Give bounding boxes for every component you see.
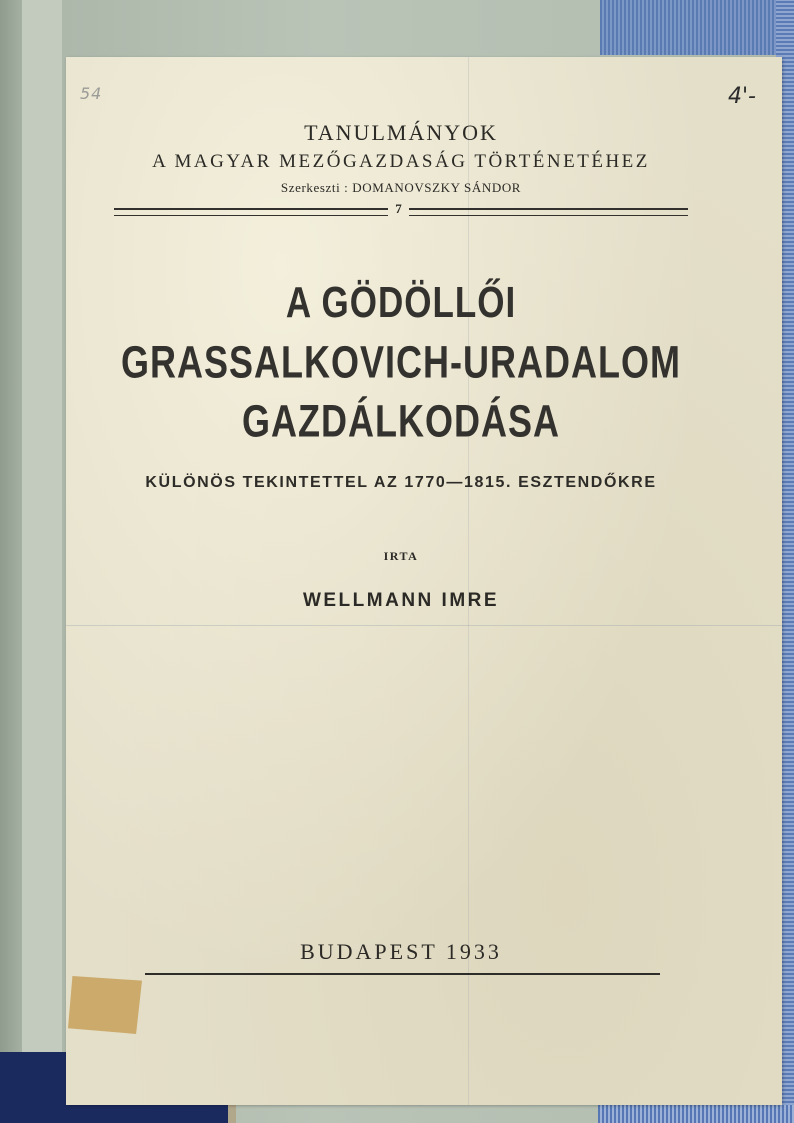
series-title: TANULMÁNYOK bbox=[304, 120, 498, 145]
handwritten-price: 4'- bbox=[728, 84, 756, 109]
book-title-line-1: A GÖDÖLLŐI bbox=[285, 278, 517, 327]
book-subtitle: KÜLÖNÖS TEKINTETTEL AZ 1770—1815. ESZTENDŐKRE bbox=[145, 474, 657, 491]
pencil-shelf-number: 54 bbox=[80, 84, 103, 103]
decorative-rule-right bbox=[409, 208, 688, 216]
series-subtitle: A MAGYAR MEZŐGAZDASÁG TÖRTÉNETÉHEZ bbox=[152, 151, 650, 172]
volume-number: 7 bbox=[395, 201, 402, 216]
binding-cloth-top bbox=[600, 0, 794, 55]
author-name: WELLMANN IMRE bbox=[302, 590, 500, 611]
book-title-line-3: GAZDÁLKODÁSA bbox=[242, 395, 560, 447]
by-label: IRTA bbox=[383, 549, 419, 563]
imprint-rule bbox=[145, 973, 660, 975]
tape-patch bbox=[68, 976, 142, 1034]
book-inner-margin bbox=[22, 0, 62, 1055]
binding-cloth-bottom bbox=[598, 1105, 794, 1123]
decorative-rule-left bbox=[114, 208, 388, 216]
imprint: BUDAPEST 1933 bbox=[300, 939, 502, 964]
paper-fold-horizontal bbox=[66, 625, 782, 626]
editor-line: Szerkeszti : DOMANOVSZKY SÁNDOR bbox=[280, 180, 522, 195]
book-spine bbox=[0, 0, 22, 1123]
book-title-line-2: GRASSALKOVICH-URADALOM bbox=[121, 336, 681, 388]
